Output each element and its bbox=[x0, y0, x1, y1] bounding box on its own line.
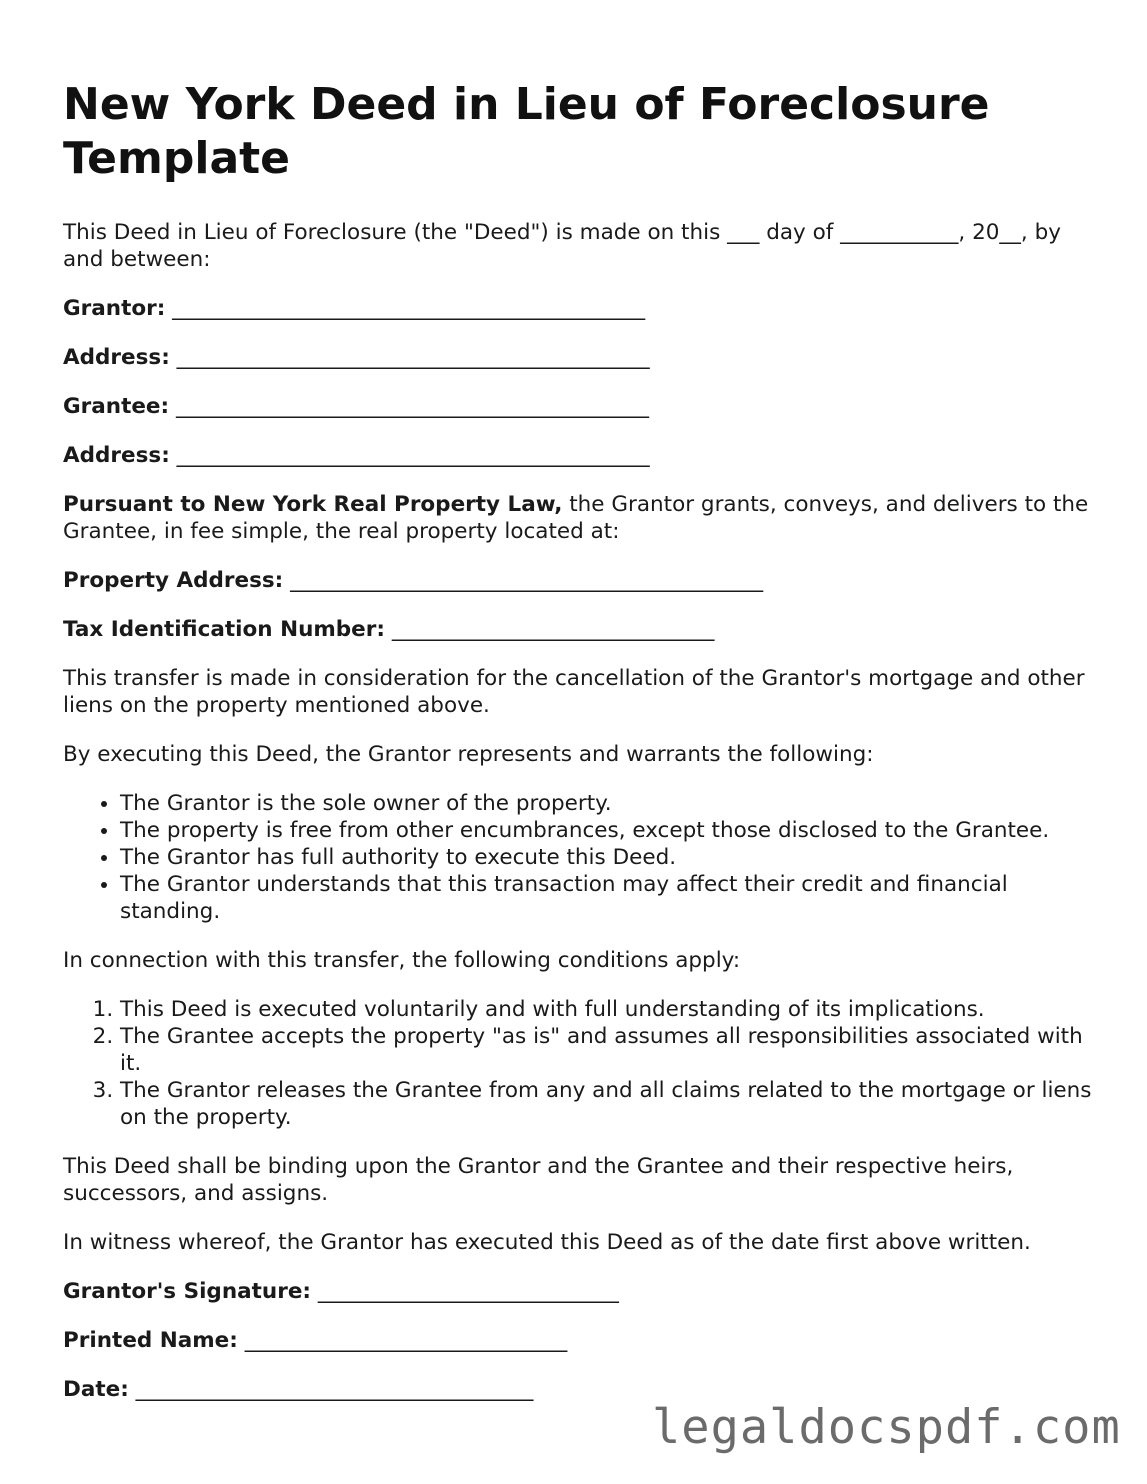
binding-paragraph: This Deed shall be binding upon the Grantor and the Grantee and their respective heirs, successors, and assigns. bbox=[63, 1154, 1014, 1206]
printed-name-blank: ______________________________ bbox=[244, 1328, 568, 1353]
tax-id-field bbox=[63, 616, 1093, 643]
watermark: legaldocspdf.com bbox=[652, 1400, 1121, 1455]
pursuant-paragraph bbox=[63, 491, 1093, 545]
property-address-blank: ____________________________________________ bbox=[290, 568, 764, 593]
grantor-address-blank: ____________________________________________ bbox=[176, 345, 650, 370]
list-item: 1. This Deed is executed voluntarily and with full understanding of its implications. bbox=[120, 996, 1093, 1023]
grantor-field bbox=[63, 295, 1093, 322]
grantor-label: Grantor: bbox=[63, 296, 166, 321]
date-blank: _____________________________________ bbox=[135, 1377, 534, 1402]
warranties-list bbox=[63, 790, 1093, 925]
signature-label: Grantor's Signature: bbox=[63, 1279, 312, 1304]
list-item: 3. The Grantor releases the Grantee from any and all claims related to the mortgage or liens on the property. bbox=[120, 1077, 1093, 1131]
grantor-address-label: Address: bbox=[63, 345, 170, 370]
conditions-list bbox=[63, 996, 1093, 1131]
list-item: • The property is free from other encumbrances, except those disclosed to the Grantee. bbox=[120, 817, 1093, 844]
grantee-label: Grantee: bbox=[63, 394, 170, 419]
signature-blank: ____________________________ bbox=[317, 1279, 619, 1304]
grantor-address-field bbox=[63, 344, 1093, 371]
warranties-intro: By executing this Deed, the Grantor represents and warrants the following: bbox=[63, 742, 874, 767]
page-title: New York Deed in Lieu of Foreclosure Template bbox=[63, 79, 990, 184]
property-address-field bbox=[63, 567, 1093, 594]
grantee-address-field bbox=[63, 442, 1093, 469]
signature-field bbox=[63, 1278, 1093, 1305]
document-page bbox=[63, 78, 1093, 1425]
list-item: • The Grantor is the sole owner of the property. bbox=[120, 790, 1093, 817]
printed-name-label: Printed Name: bbox=[63, 1328, 238, 1353]
conditions-intro: In connection with this transfer, the following conditions apply: bbox=[63, 948, 741, 973]
printed-name-field bbox=[63, 1327, 1093, 1354]
grantee-field bbox=[63, 393, 1093, 420]
consideration-paragraph: This transfer is made in consideration for the cancellation of the Grantor's mortgage and other liens on the property mentioned above. bbox=[63, 666, 1085, 718]
grantee-address-blank: ____________________________________________ bbox=[176, 443, 650, 468]
date-field bbox=[63, 1376, 1093, 1403]
pursuant-bold: Pursuant to New York Real Property Law, bbox=[63, 492, 563, 517]
list-item: • The Grantor has full authority to execute this Deed. bbox=[120, 844, 1093, 871]
property-address-label: Property Address: bbox=[63, 568, 284, 593]
date-label: Date: bbox=[63, 1377, 129, 1402]
grantor-blank: ____________________________________________ bbox=[172, 296, 646, 321]
grantee-address-label: Address: bbox=[63, 443, 170, 468]
list-item: • The Grantor understands that this transaction may affect their credit and financial standing. bbox=[120, 871, 1093, 925]
tax-id-blank: ______________________________ bbox=[391, 617, 715, 642]
grantee-blank: ____________________________________________ bbox=[175, 394, 649, 419]
witness-paragraph: In witness whereof, the Grantor has executed this Deed as of the date first above written. bbox=[63, 1230, 1031, 1255]
pursuant-text: the Grantor grants, conveys, and delivers to the Grantee, in fee simple, the real property located at: bbox=[63, 492, 1089, 544]
intro-paragraph: This Deed in Lieu of Foreclosure (the "Deed") is made on this ___ day of ___________, 20__, by and between: bbox=[63, 220, 1061, 272]
tax-id-label: Tax Identification Number: bbox=[63, 617, 385, 642]
list-item: 2. The Grantee accepts the property "as is" and assumes all responsibilities associated with it. bbox=[120, 1023, 1093, 1077]
